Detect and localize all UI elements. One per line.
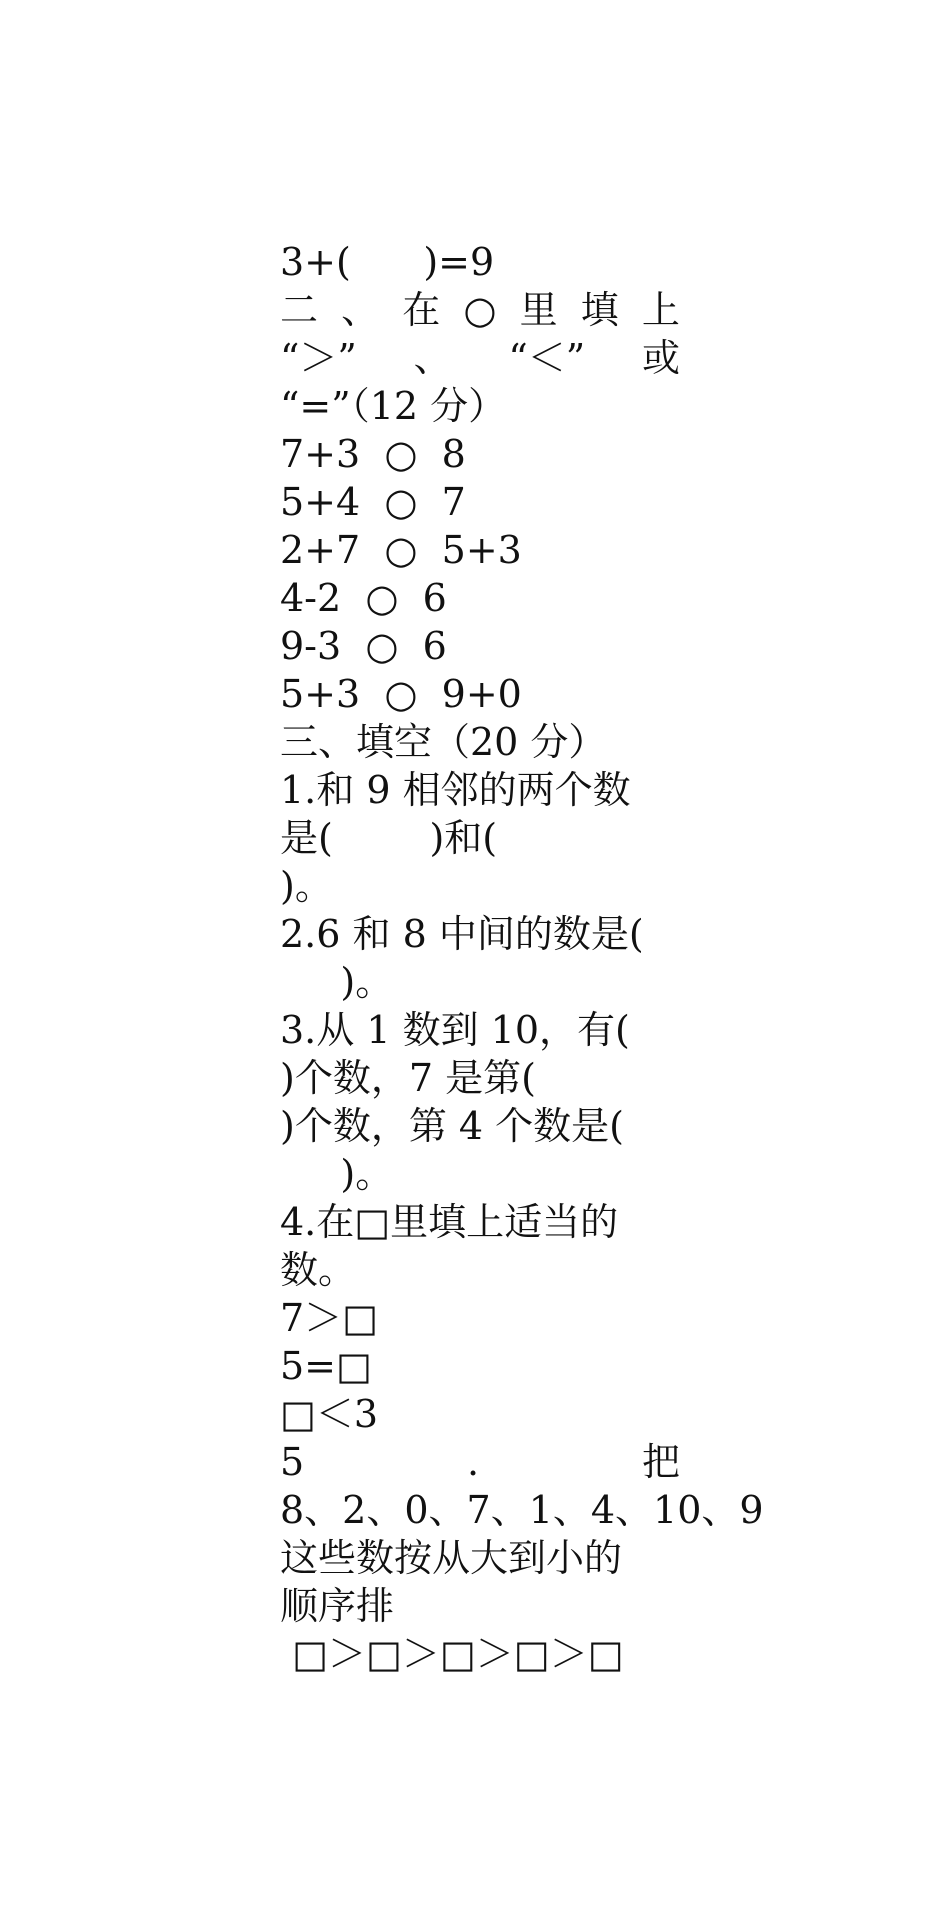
question-3-line: 3.从 1 数到 10，有( xyxy=(280,1008,630,1052)
compare-item: 5+3 ○ 9+0 xyxy=(280,672,522,716)
title-part: “＜” xyxy=(508,336,586,380)
equation-line: 3+( )=9 xyxy=(280,240,495,284)
title-part: “＞” xyxy=(280,336,357,380)
title-part: 上 xyxy=(641,288,680,332)
question-5-line: 这些数按从大到小的 xyxy=(280,1536,623,1580)
question-1-line: )。 xyxy=(280,864,333,908)
question-2-line: )。 xyxy=(280,960,394,1004)
title-part: 或 xyxy=(641,336,680,380)
question-5-answer-boxes: □＞□＞□＞□＞□ xyxy=(280,1632,624,1676)
question-4-item: □＜3 xyxy=(280,1392,379,1436)
question-1-line: 1.和 9 相邻的两个数 xyxy=(280,768,631,812)
question-4-item: 7＞□ xyxy=(280,1296,379,1340)
title-part: ○ xyxy=(463,288,497,332)
compare-item: 2+7 ○ 5+3 xyxy=(280,528,522,572)
question-5-dot: . xyxy=(467,1440,480,1484)
compare-item: 7+3 ○ 8 xyxy=(280,432,466,476)
question-3-line: )个数，7 是第( xyxy=(280,1056,536,1100)
compare-item: 5+4 ○ 7 xyxy=(280,480,466,524)
question-5-number: 5 xyxy=(280,1440,305,1484)
question-4-line: 4.在□里填上适当的 xyxy=(280,1200,619,1244)
compare-item: 9-3 ○ 6 xyxy=(280,624,447,668)
title-part: 里 xyxy=(519,288,558,332)
title-part: 填 xyxy=(580,288,619,332)
section2-title-line2 xyxy=(280,334,680,382)
compare-item: 4-2 ○ 6 xyxy=(280,576,447,620)
title-part: 、 xyxy=(341,288,380,332)
question-5-line: 顺序排 xyxy=(280,1584,395,1628)
question-5-line: 8、2、0、7、1、4、10、9 xyxy=(280,1488,764,1532)
question-3-line: )个数，第 4 个数是( xyxy=(280,1104,624,1148)
title-part: 、 xyxy=(413,336,452,380)
section3-title: 三、填空（20 分） xyxy=(280,720,607,764)
worksheet-page xyxy=(280,238,764,1678)
title-part: 二 xyxy=(280,288,319,332)
question-4-line: 数。 xyxy=(280,1248,357,1292)
title-part: 在 xyxy=(402,288,441,332)
question-1-line: 是( )和( xyxy=(280,816,498,860)
question-4-item: 5=□ xyxy=(280,1344,372,1388)
question-2-line: 2.6 和 8 中间的数是( xyxy=(280,912,644,956)
question-3-line: )。 xyxy=(280,1152,394,1196)
section2-title xyxy=(280,286,680,334)
question-5-word: 把 xyxy=(641,1440,680,1484)
question-5-line xyxy=(280,1438,680,1486)
section2-title-line3: “=”（12 分） xyxy=(280,384,507,428)
